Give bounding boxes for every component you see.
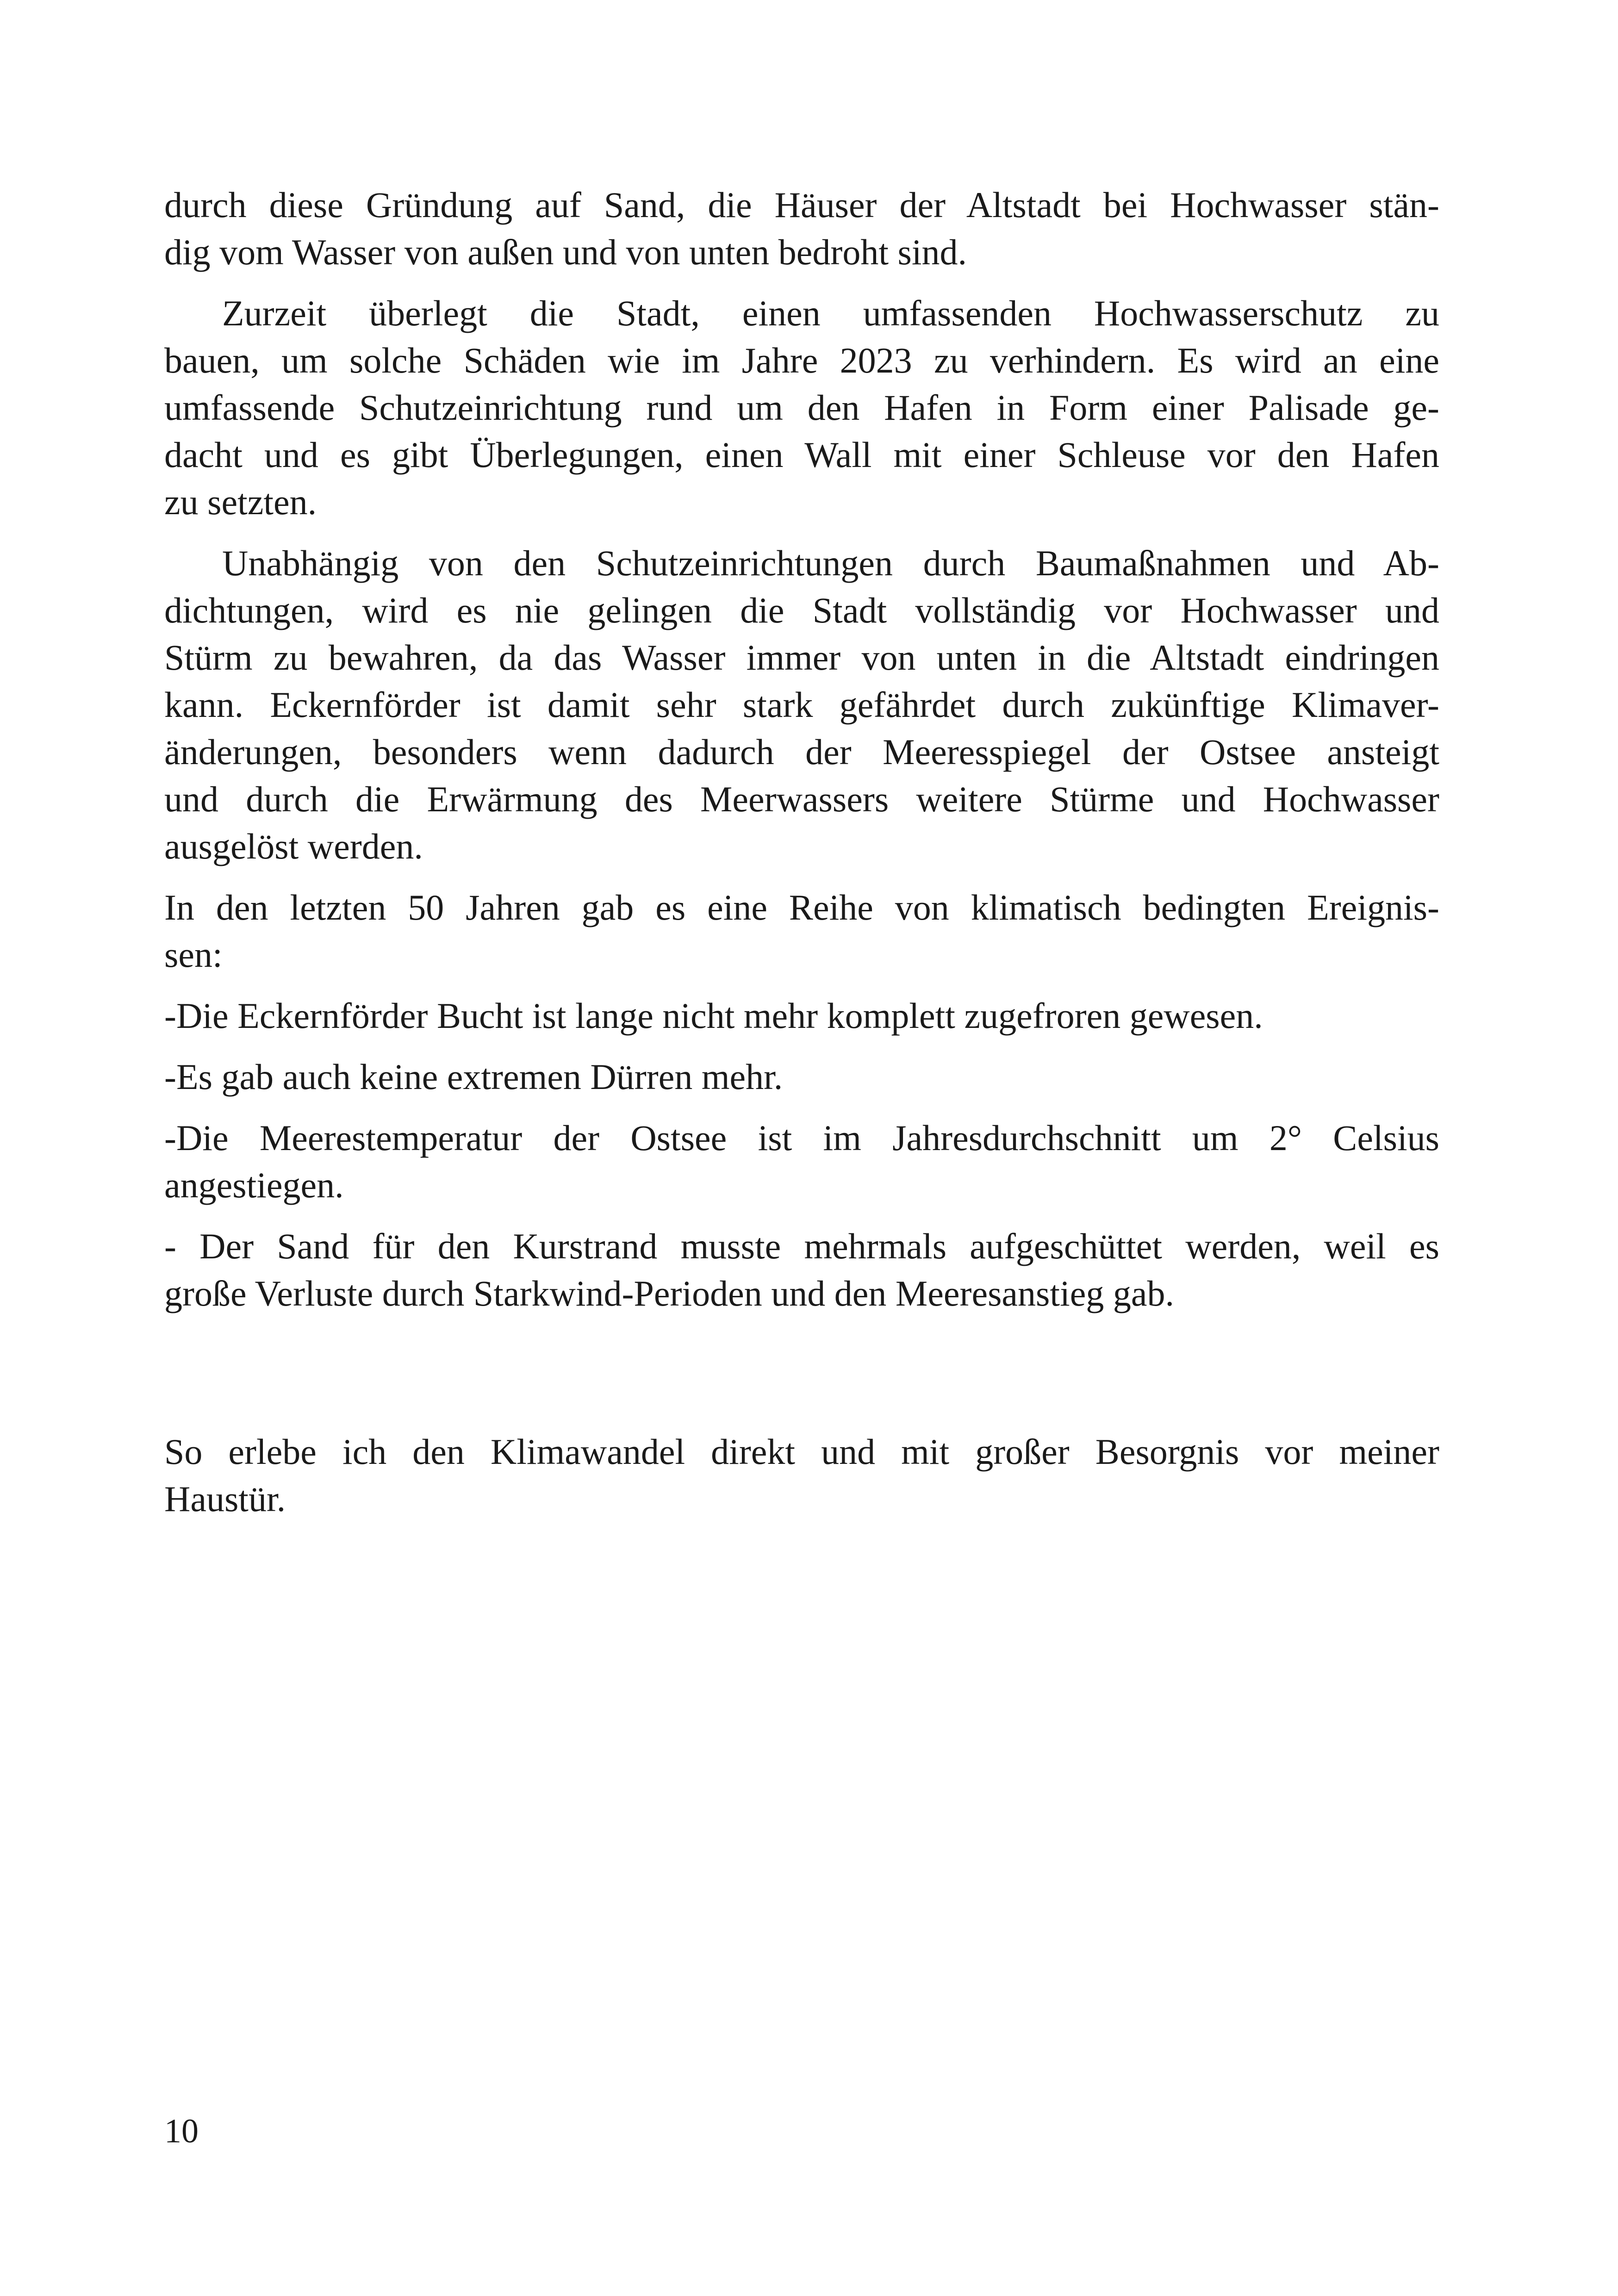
text-line: änderungen, besonders wenn dadurch der Meeresspiegel der Ostsee ansteigt bbox=[164, 732, 1439, 772]
paragraph bbox=[164, 1223, 1439, 1317]
text-line: -Es gab auch keine extremen Dürren mehr. bbox=[164, 1057, 783, 1097]
text-line: In den letzten 50 Jahren gab es eine Reihe von klimatisch bedingten Ereignis- bbox=[164, 887, 1439, 927]
paragraph bbox=[164, 290, 1439, 526]
text-line: große Verluste durch Starkwind-Perioden und den Meeresanstieg gab. bbox=[164, 1273, 1174, 1313]
page-number: 10 bbox=[164, 2112, 199, 2150]
text-line: dichtungen, wird es nie gelingen die Stadt vollständig vor Hochwasser und bbox=[164, 590, 1439, 630]
text-line: zu setzten. bbox=[164, 482, 317, 522]
text-line: sen: bbox=[164, 934, 223, 975]
document-body bbox=[164, 181, 1439, 1523]
text-line: umfassende Schutzeinrichtung rund um den Hafen in Form einer Palisade ge- bbox=[164, 387, 1439, 428]
text-line: durch diese Gründung auf Sand, die Häuser der Altstadt bei Hochwasser stän- bbox=[164, 185, 1439, 225]
text-line: Stürm zu bewahren, da das Wasser immer von unten in die Altstadt eindringen bbox=[164, 637, 1439, 678]
text-line: Zurzeit überlegt die Stadt, einen umfassenden Hochwasserschutz zu bbox=[222, 293, 1439, 333]
text-line: - Der Sand für den Kurstrand musste mehrmals aufgeschüttet werden, weil es bbox=[164, 1226, 1439, 1266]
paragraph bbox=[164, 181, 1439, 276]
text-line: -Die Meerestemperatur der Ostsee ist im Jahresdurchschnitt um 2° Celsius bbox=[164, 1118, 1439, 1158]
paragraph bbox=[164, 1053, 1439, 1101]
text-line: So erlebe ich den Klimawandel direkt und mit großer Besorgnis vor meiner bbox=[164, 1431, 1439, 1472]
paragraph bbox=[164, 540, 1439, 870]
text-line: Haustür. bbox=[164, 1479, 286, 1519]
text-line: -Die Eckernförder Bucht ist lange nicht mehr komplett zugefroren gewesen. bbox=[164, 996, 1263, 1036]
text-line: dig vom Wasser von außen und von unten bedroht sind. bbox=[164, 232, 967, 272]
paragraph bbox=[164, 1114, 1439, 1209]
paragraph bbox=[164, 992, 1439, 1039]
text-line: kann. Eckernförder ist damit sehr stark gefährdet durch zukünftige Klimaver- bbox=[164, 684, 1439, 725]
text-line: bauen, um solche Schäden wie im Jahre 2023 zu verhindern. Es wird an eine bbox=[164, 340, 1439, 380]
text-line: Unabhängig von den Schutzeinrichtungen durch Baumaßnahmen und Ab- bbox=[222, 543, 1439, 583]
text-line: und durch die Erwärmung des Meerwassers weitere Stürme und Hochwasser bbox=[164, 779, 1439, 819]
text-line: angestiegen. bbox=[164, 1165, 344, 1205]
paragraph bbox=[164, 884, 1439, 978]
text-line: ausgelöst werden. bbox=[164, 826, 423, 866]
paragraph bbox=[164, 1428, 1439, 1523]
text-line: dacht und es gibt Überlegungen, einen Wall mit einer Schleuse vor den Hafen bbox=[164, 435, 1439, 475]
